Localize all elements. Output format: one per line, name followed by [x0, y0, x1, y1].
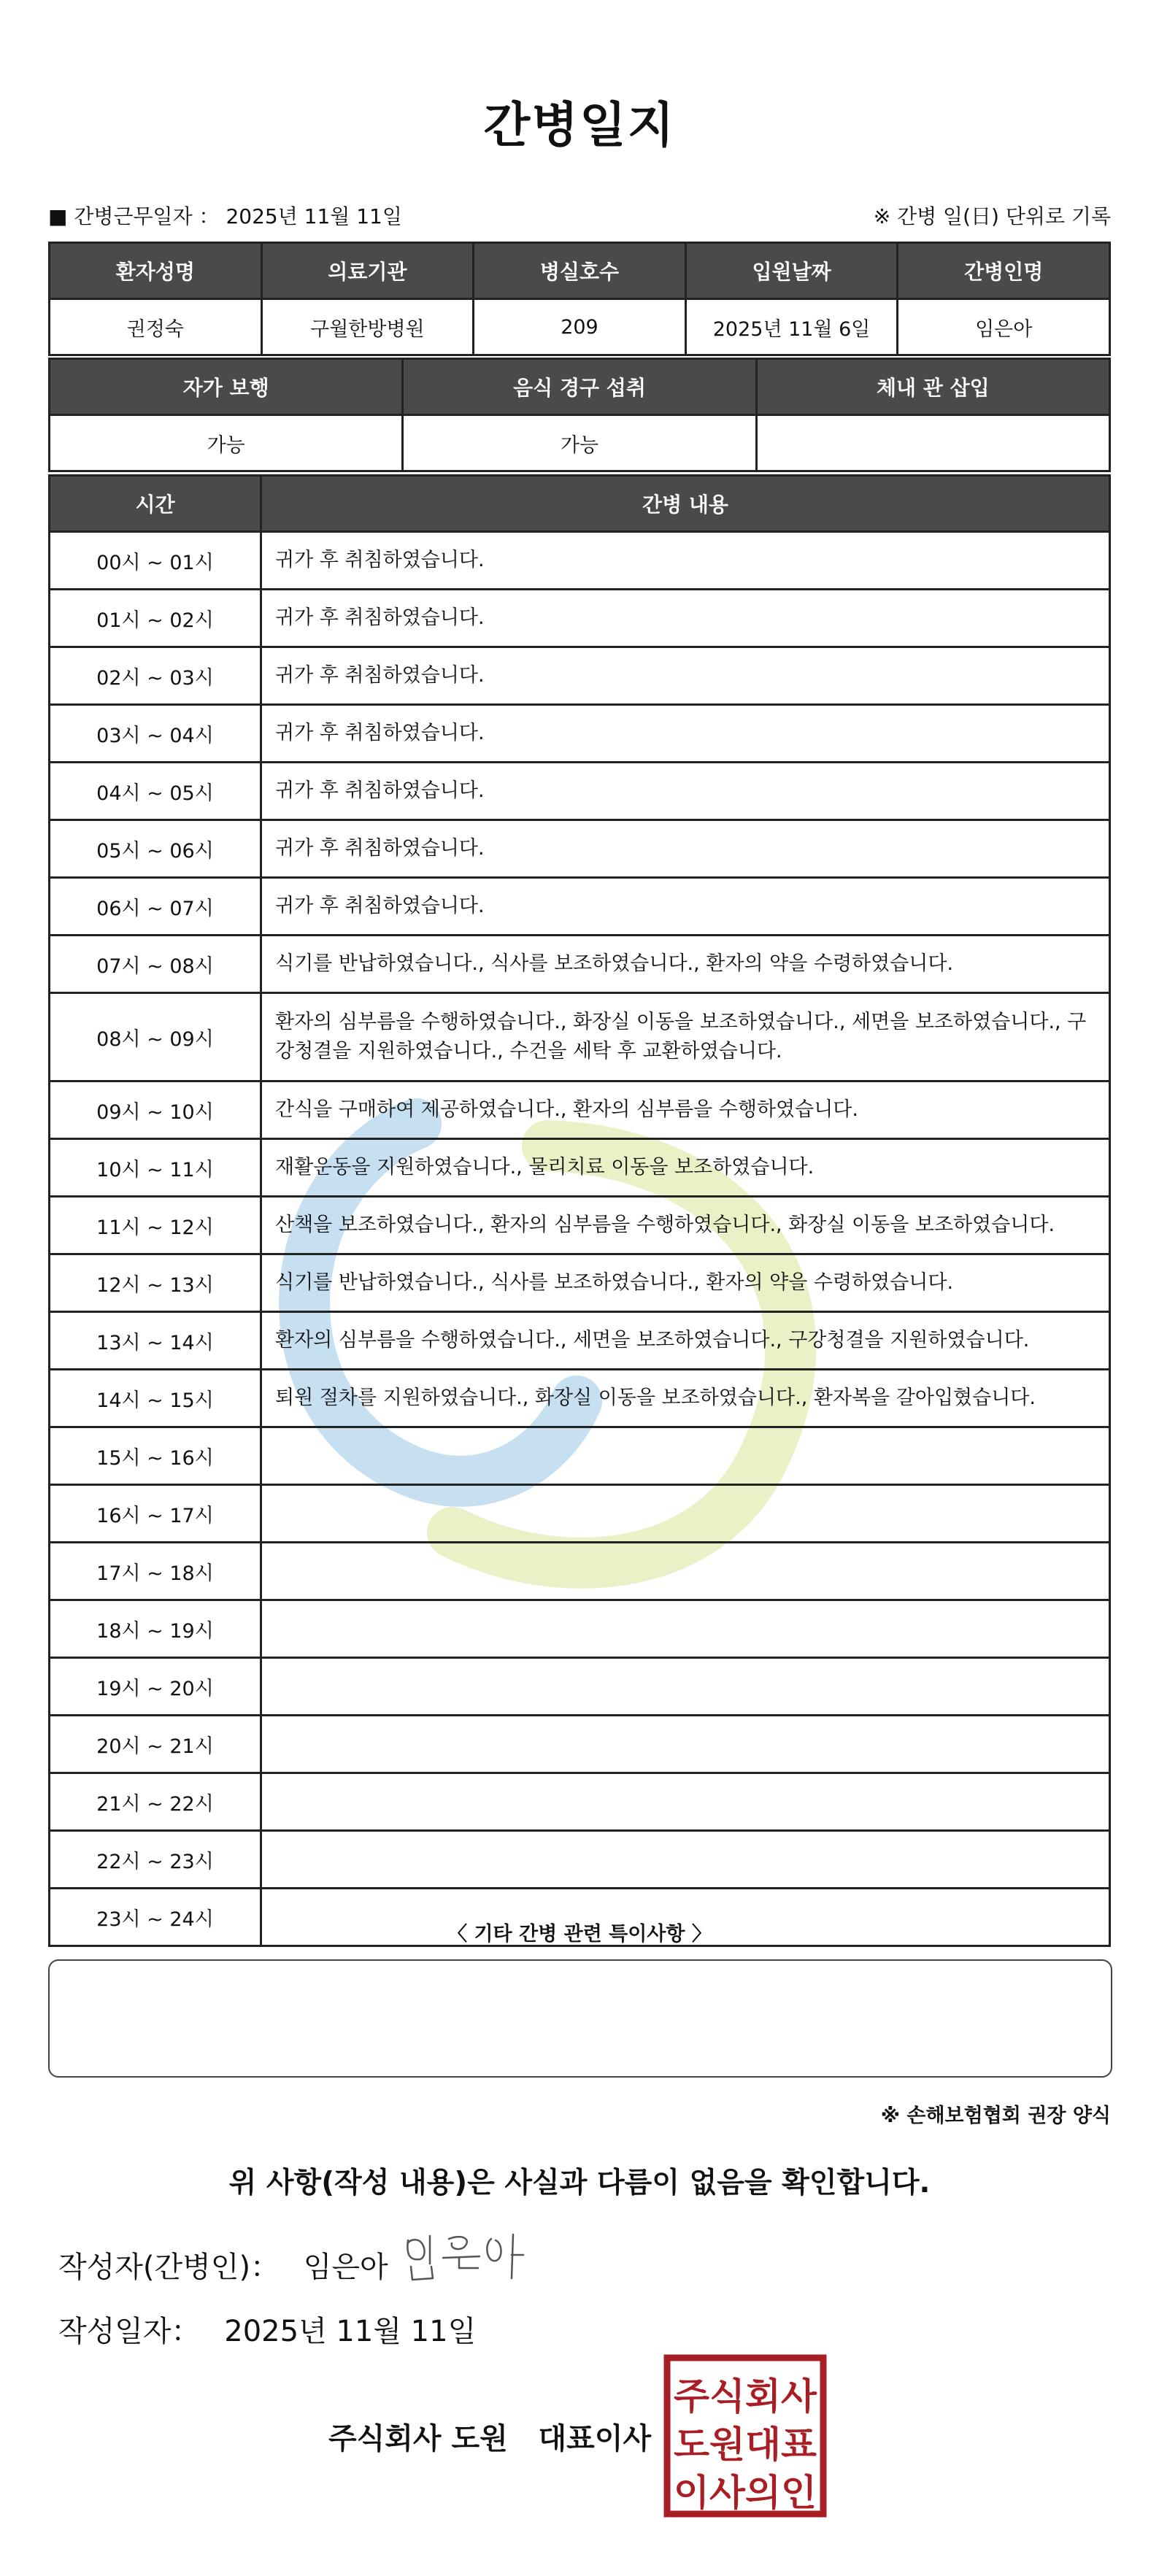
- svg-text:주식회사: 주식회사: [674, 2375, 817, 2418]
- log-time: 14시 ~ 15시: [50, 1370, 261, 1427]
- hourly-care-log-table: [48, 474, 1111, 1947]
- written-date-row: [58, 2308, 476, 2350]
- log-row: [50, 1197, 1110, 1254]
- page-title: 간병일지: [483, 97, 676, 153]
- header-patient-name: 환자성명: [50, 243, 262, 299]
- condition-header-row: [50, 359, 1110, 415]
- log-row: [50, 532, 1110, 590]
- log-content: 식기를 반납하였습니다., 식사를 보조하였습니다., 환자의 약을 수령하였습니다.: [261, 936, 1110, 993]
- log-time: 21시 ~ 22시: [50, 1773, 261, 1831]
- special-notes-box: [48, 1959, 1112, 2078]
- log-content: [261, 1600, 1110, 1658]
- log-time: 18시 ~ 19시: [50, 1600, 261, 1658]
- log-row: [50, 763, 1110, 820]
- log-content: 산책을 보조하였습니다., 환자의 심부름을 수행하였습니다., 화장실 이동을 보조하였습니다.: [261, 1197, 1110, 1254]
- log-time: 17시 ~ 18시: [50, 1543, 261, 1600]
- company-representative: 주식회사 도원 대표이사: [328, 2422, 652, 2456]
- log-row: [50, 993, 1110, 1081]
- log-content: 귀가 후 취침하였습니다.: [261, 820, 1110, 878]
- header-caregiver-name: 간병인명: [898, 243, 1110, 299]
- log-row: [50, 1658, 1110, 1716]
- log-time: 04시 ~ 05시: [50, 763, 261, 820]
- log-row: [50, 820, 1110, 878]
- log-content: 귀가 후 취침하였습니다.: [261, 705, 1110, 763]
- self-walking: 가능: [50, 415, 403, 471]
- header-care-content: 간병 내용: [261, 476, 1110, 532]
- log-time: 08시 ~ 09시: [50, 993, 261, 1081]
- caregiver-name: 임은아: [898, 299, 1110, 355]
- log-time: 20시 ~ 21시: [50, 1716, 261, 1773]
- log-row: [50, 1370, 1110, 1427]
- log-time: 05시 ~ 06시: [50, 820, 261, 878]
- log-content: 간식을 구매하여 제공하였습니다., 환자의 심부름을 수행하였습니다.: [261, 1081, 1110, 1139]
- work-date-label: ■ 간병근무일자 ：: [48, 204, 220, 228]
- svg-text:이사의인: 이사의인: [674, 2472, 817, 2514]
- log-row: [50, 1485, 1110, 1543]
- patient-info-table: [48, 242, 1111, 356]
- log-time: 12시 ~ 13시: [50, 1254, 261, 1312]
- unit-note: ※ 간병 일(日) 단위로 기록: [873, 204, 1111, 228]
- handwritten-signature: [398, 2227, 529, 2286]
- header-tube-insertion: 체내 관 삽입: [756, 359, 1109, 415]
- log-time: 10시 ~ 11시: [50, 1139, 261, 1197]
- patient-info-value-row: [50, 299, 1110, 355]
- log-time: 15시 ~ 16시: [50, 1427, 261, 1485]
- log-row: [50, 705, 1110, 763]
- admission-date: 2025년 11월 6일: [685, 299, 898, 355]
- log-row: [50, 1543, 1110, 1600]
- log-row: [50, 1254, 1110, 1312]
- header-self-walking: 자가 보행: [50, 359, 403, 415]
- log-time: 23시 ~ 24시: [50, 1889, 261, 1946]
- log-content: [261, 1831, 1110, 1889]
- log-row: [50, 1427, 1110, 1485]
- header-admission-date: 입원날짜: [685, 243, 898, 299]
- log-row: [50, 590, 1110, 647]
- log-content: [261, 1485, 1110, 1543]
- log-time: 07시 ~ 08시: [50, 936, 261, 993]
- writer-name: 임은아: [303, 2251, 388, 2284]
- company-seal-stamp: [663, 2353, 828, 2518]
- header-oral-intake: 음식 경구 섭취: [403, 359, 756, 415]
- log-time: 11시 ~ 12시: [50, 1197, 261, 1254]
- header-institution: 의료기관: [261, 243, 474, 299]
- log-content: 귀가 후 취침하였습니다.: [261, 532, 1110, 590]
- log-content: [261, 1427, 1110, 1485]
- log-time: 03시 ~ 04시: [50, 705, 261, 763]
- log-header-row: [50, 476, 1110, 532]
- header-time: 시간: [50, 476, 261, 532]
- work-date-value: 2025년 11월 11일: [226, 204, 402, 228]
- confirmation-statement: 위 사항(작성 내용)은 사실과 다름이 없음을 확인합니다.: [228, 2167, 931, 2199]
- log-time: 01시 ~ 02시: [50, 590, 261, 647]
- log-row: [50, 1716, 1110, 1773]
- written-date-value: 2025년 11월 11일: [224, 2315, 477, 2348]
- log-content: 식기를 반납하였습니다., 식사를 보조하였습니다., 환자의 약을 수령하였습니다.: [261, 1254, 1110, 1312]
- log-time: 19시 ~ 20시: [50, 1658, 261, 1716]
- log-row: [50, 1139, 1110, 1197]
- writer-label: 작성자(간병인)：: [58, 2251, 280, 2284]
- log-row: [50, 936, 1110, 993]
- log-time: 13시 ~ 14시: [50, 1312, 261, 1370]
- log-row: [50, 878, 1110, 936]
- log-content: [261, 1658, 1110, 1716]
- condition-value-row: [50, 415, 1110, 471]
- log-time: 22시 ~ 23시: [50, 1831, 261, 1889]
- log-time: 09시 ~ 10시: [50, 1081, 261, 1139]
- log-content: 귀가 후 취침하였습니다.: [261, 647, 1110, 705]
- writer-row: [58, 2244, 388, 2286]
- log-content: [261, 1543, 1110, 1600]
- institution: 구월한방병원: [261, 299, 474, 355]
- svg-text:도원대표: 도원대표: [674, 2423, 817, 2466]
- log-time: 06시 ~ 07시: [50, 878, 261, 936]
- form-note: ※ 손해보험협회 권장 양식: [880, 2105, 1111, 2127]
- header-room-number: 병실호수: [474, 243, 686, 299]
- written-date-label: 작성일자：: [58, 2315, 201, 2348]
- log-row: [50, 1600, 1110, 1658]
- log-time: 00시 ~ 01시: [50, 532, 261, 590]
- patient-condition-table: [48, 358, 1111, 472]
- log-content: 재활운동을 지원하였습니다., 물리치료 이동을 보조하였습니다.: [261, 1139, 1110, 1197]
- patient-name: 권정숙: [50, 299, 262, 355]
- log-content: 귀가 후 취침하였습니다.: [261, 763, 1110, 820]
- log-time: 16시 ~ 17시: [50, 1485, 261, 1543]
- log-content: 환자의 심부름을 수행하였습니다., 화장실 이동을 보조하였습니다., 세면을 보조하였습니다., 구강청결을 지원하였습니다., 수건을 세탁 후 교환하였습니다.: [261, 993, 1110, 1081]
- tube-insertion: [756, 415, 1109, 471]
- log-content: 귀가 후 취침하였습니다.: [261, 878, 1110, 936]
- log-row: [50, 1312, 1110, 1370]
- log-row: [50, 1773, 1110, 1831]
- log-time: 02시 ~ 03시: [50, 647, 261, 705]
- oral-intake: 가능: [403, 415, 756, 471]
- log-content: [261, 1716, 1110, 1773]
- log-content: [261, 1773, 1110, 1831]
- log-row: [50, 1081, 1110, 1139]
- notes-section-label: 〈 기타 간병 관련 특이사항 〉: [447, 1923, 712, 1946]
- work-date: [48, 201, 402, 230]
- log-content: 귀가 후 취침하였습니다.: [261, 590, 1110, 647]
- log-content: 퇴원 절차를 지원하였습니다., 화장실 이동을 보조하였습니다., 환자복을 갈아입혔습니다.: [261, 1370, 1110, 1427]
- log-row: [50, 647, 1110, 705]
- room-number: 209: [474, 299, 686, 355]
- log-row: [50, 1831, 1110, 1889]
- log-content: 환자의 심부름을 수행하였습니다., 세면을 보조하였습니다., 구강청결을 지원하였습니다.: [261, 1312, 1110, 1370]
- patient-info-header-row: [50, 243, 1110, 299]
